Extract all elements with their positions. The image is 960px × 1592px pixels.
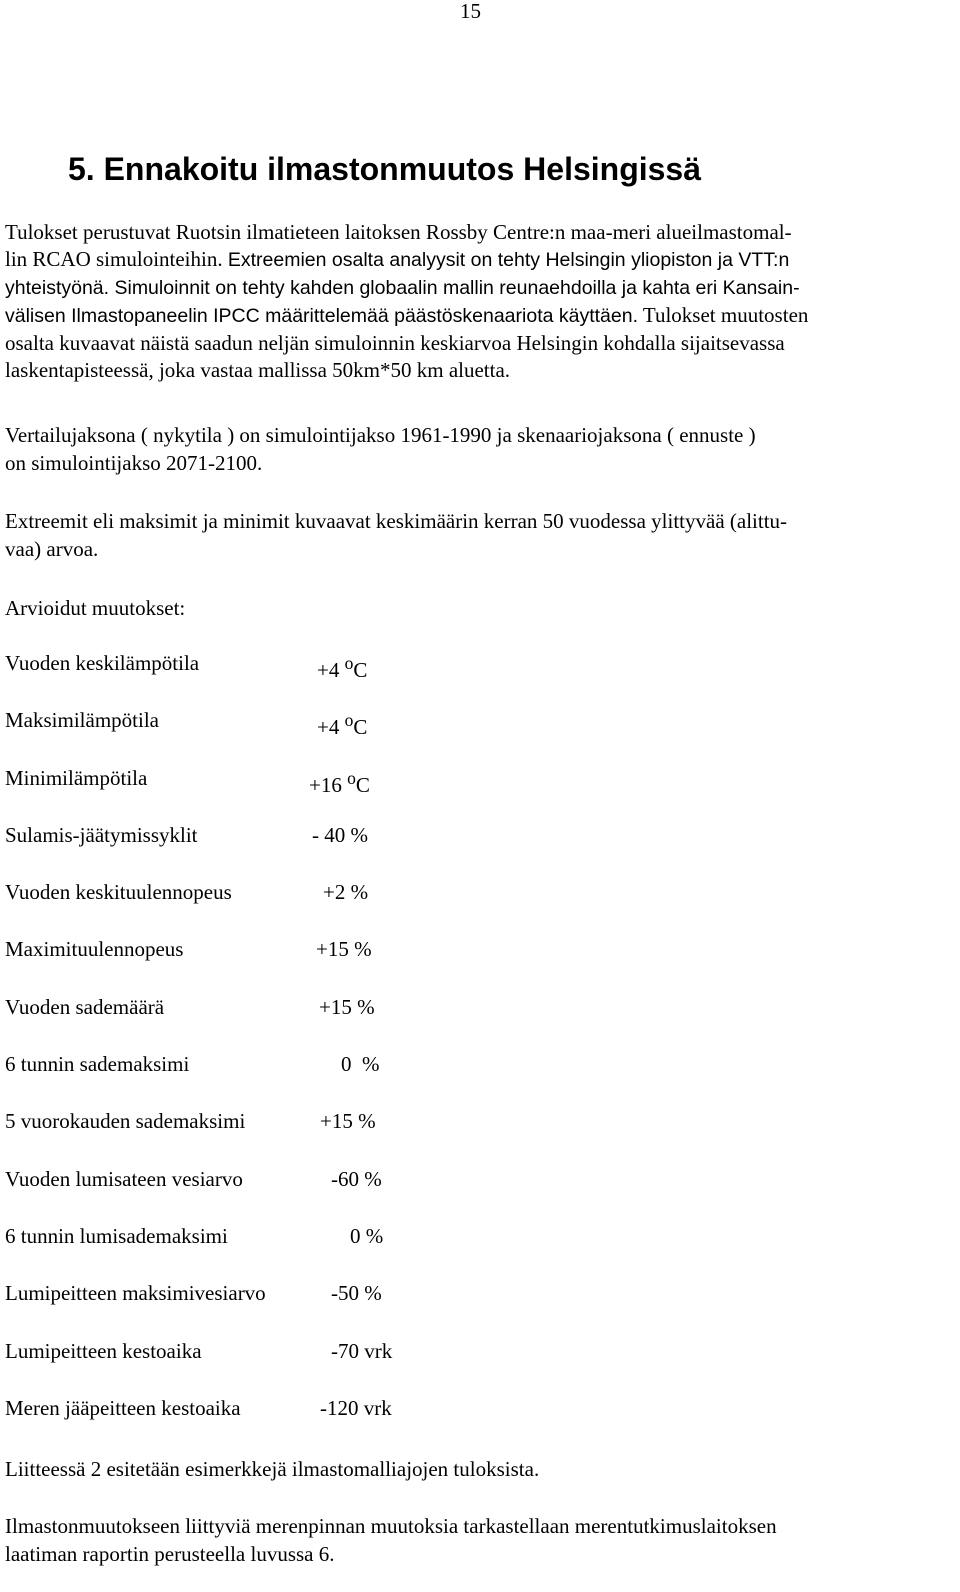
intro-line-2-b: Extreemien osalta analyysit on tehty Helsingin yliopiston ja VTT:n	[227, 249, 790, 272]
change-label: 5 vuorokauden sademaksimi	[5, 1109, 246, 1134]
change-value-unit: C	[353, 658, 368, 682]
degree-superscript: o	[344, 710, 354, 731]
change-label: Lumipeitteen maksimivesiarvo	[5, 1281, 266, 1306]
change-row	[5, 764, 605, 821]
change-row	[5, 1337, 605, 1394]
change-label: Vuoden keskituulennopeus	[5, 880, 232, 905]
intro-line-2-a: lin RCAO simulointeihin.	[5, 247, 228, 272]
change-label: 6 tunnin sademaksimi	[5, 1052, 190, 1077]
change-value	[317, 706, 367, 741]
change-value	[309, 764, 370, 799]
change-row	[5, 993, 605, 1050]
change-value: 0 %	[341, 1052, 380, 1077]
intro-line-4	[5, 302, 945, 330]
change-value: +15 %	[316, 937, 372, 962]
page-number: 15	[460, 0, 481, 23]
change-label: Sulamis-jäätymissyklit	[5, 822, 198, 847]
change-value-number: +4	[317, 715, 345, 740]
change-value: -70 vrk	[331, 1338, 393, 1363]
intro-line-6: laskentapisteessä, joka vastaa mallissa 50km*50 km aluetta.	[5, 358, 511, 383]
sea-level-line-2: laatiman raportin perusteella luvussa 6.	[5, 1542, 335, 1566]
intro-line-1: Tulokset perustuvat Ruotsin ilmatieteen laitoksen Rossby Centre:n maa-meri alueilmastomal-	[5, 220, 792, 244]
changes-list	[5, 649, 605, 1451]
change-value-unit: C	[353, 715, 368, 740]
extremes-line-2: vaa) arvoa.	[5, 537, 99, 561]
change-row	[5, 935, 605, 992]
extremes-line-1: Extreemit eli maksimit ja minimit kuvaavat keskimäärin kerran 50 vuodessa ylittyvää (alittu-	[5, 509, 788, 533]
change-label: Meren jääpeitteen kestoaika	[5, 1395, 241, 1420]
change-row	[5, 1107, 605, 1164]
change-row	[5, 1279, 605, 1336]
comparison-paragraph	[5, 421, 945, 477]
intro-paragraph	[5, 219, 945, 385]
change-value-number: +16	[309, 772, 348, 797]
change-label: Lumipeitteen kestoaika	[5, 1338, 202, 1363]
change-value-unit: C	[355, 772, 370, 797]
changes-heading-text: Arvioidut muutokset:	[5, 596, 186, 620]
intro-line-2	[5, 246, 945, 274]
change-value: 0 %	[350, 1223, 384, 1248]
change-row	[5, 1394, 605, 1451]
change-row	[5, 821, 605, 878]
change-row	[5, 1165, 605, 1222]
appendix-note-text: Liitteessä 2 esitetään esimerkkejä ilmastomalliajojen tuloksista.	[5, 1457, 540, 1481]
change-label: Minimilämpötila	[5, 765, 148, 790]
change-row	[5, 878, 605, 935]
appendix-note	[5, 1455, 945, 1483]
change-label: Maksimilämpötila	[5, 708, 159, 733]
change-row	[5, 1222, 605, 1279]
change-label: Vuoden sademäärä	[5, 994, 165, 1019]
change-label: Vuoden lumisateen vesiarvo	[5, 1166, 243, 1191]
change-label: Vuoden keskilämpötila	[5, 651, 200, 675]
sea-level-paragraph	[5, 1512, 945, 1568]
change-value: - 40 %	[312, 822, 368, 847]
change-value: -50 %	[331, 1281, 382, 1306]
intro-line-4-a: välisen Ilmastopaneelin IPCC määrittelemää päästöskenaariota käyttäen.	[5, 304, 639, 327]
intro-line-5: osalta kuvaavat näistä saadun neljän simuloinnin keskiarvoa Helsingin kohdalla sijaitsevassa	[5, 331, 785, 356]
change-row	[5, 1050, 605, 1107]
change-row	[5, 649, 605, 706]
comparison-line-1: Vertailujaksona ( nykytila ) on simulointijakso 1961-1990 ja skenaariojaksona ( ennuste )	[5, 423, 756, 447]
chapter-heading: 5. Ennakoitu ilmastonmuutos Helsingissä	[68, 151, 702, 187]
change-value: +15 %	[319, 994, 375, 1019]
change-value	[317, 649, 367, 684]
change-row	[5, 706, 605, 763]
comparison-line-2: on simulointijakso 2071-2100.	[5, 451, 263, 475]
extremes-paragraph	[5, 507, 945, 563]
degree-superscript: o	[347, 767, 356, 788]
changes-heading	[5, 594, 945, 622]
change-value: +2 %	[323, 880, 369, 905]
change-value: -120 vrk	[320, 1395, 392, 1420]
degree-superscript: o	[344, 653, 354, 673]
change-label: 6 tunnin lumisademaksimi	[5, 1223, 228, 1248]
intro-line-3: yhteistyönä. Simuloinnit on tehty kahden globaalin mallin reunaehdoilla ja kahta eri Kansain-	[5, 276, 800, 299]
change-value: +15 %	[320, 1109, 376, 1134]
intro-line-4-b: Tulokset muutosten	[638, 302, 809, 327]
change-value: -60 %	[331, 1166, 382, 1191]
sea-level-line-1: Ilmastonmuutokseen liittyviä merenpinnan muutoksia tarkastellaan merentutkimuslaitoksen	[5, 1514, 777, 1538]
change-label: Maximituulennopeus	[5, 937, 184, 962]
change-value-number: +4	[317, 658, 345, 682]
